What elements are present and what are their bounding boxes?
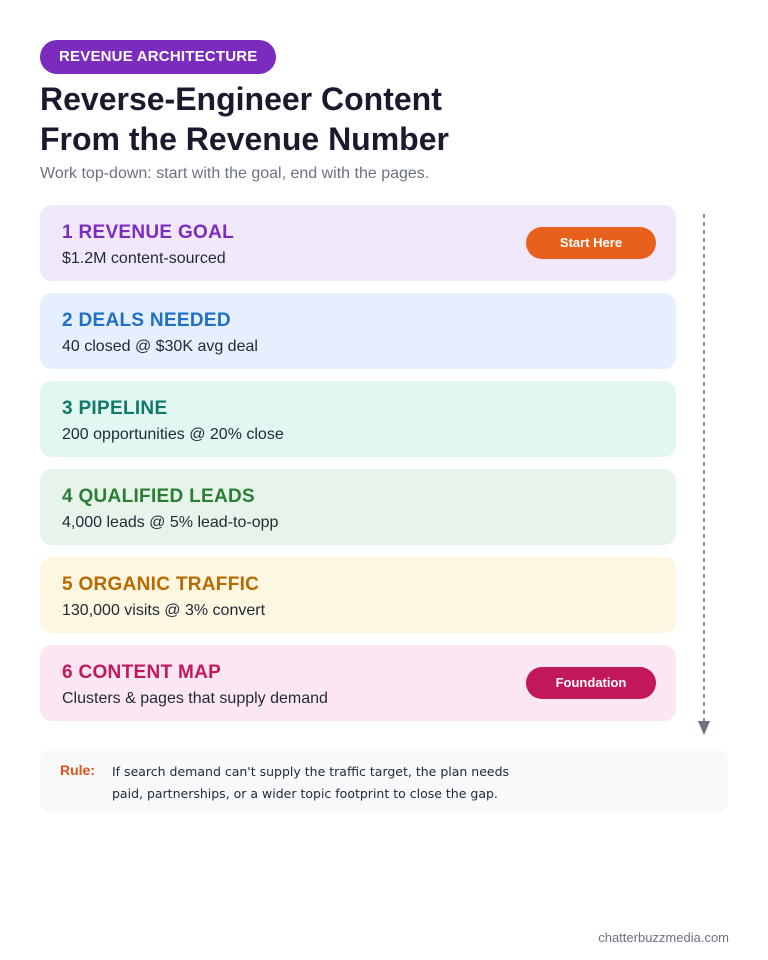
step-card-revenue-goal — [40, 205, 676, 281]
rule-label: Rule: — [60, 762, 95, 778]
step-description: 40 closed @ $30K avg deal — [62, 338, 258, 355]
rule-text-line-1: If search demand can't supply the traffic target, the plan needs — [112, 764, 510, 779]
step-title: 2 DEALS NEEDED — [62, 310, 231, 331]
step-title: 1 REVENUE GOAL — [62, 222, 235, 243]
page-subtitle: Work top-down: start with the goal, end with the pages. — [40, 165, 430, 182]
down-arrow-icon — [696, 214, 712, 738]
section-badge: REVENUE ARCHITECTURE — [40, 40, 276, 74]
step-card-content-map — [40, 645, 676, 721]
foundation-badge: Foundation — [526, 667, 656, 699]
step-title: 3 PIPELINE — [62, 398, 168, 419]
step-title: 6 CONTENT MAP — [62, 662, 222, 683]
page-title-line-1: Reverse-Engineer Content — [40, 81, 442, 117]
step-title: 5 ORGANIC TRAFFIC — [62, 574, 260, 595]
page-title-line-2: From the Revenue Number — [40, 121, 449, 157]
step-description: Clusters & pages that supply demand — [62, 690, 328, 707]
step-description: 200 opportunities @ 20% close — [62, 426, 284, 443]
page-title — [40, 79, 600, 159]
start-here-badge: Start Here — [526, 227, 656, 259]
step-card-organic-traffic — [40, 557, 676, 633]
step-description: 130,000 visits @ 3% convert — [62, 602, 266, 619]
step-description: 4,000 leads @ 5% lead-to-opp — [62, 514, 279, 531]
step-description: $1.2M content-sourced — [62, 250, 226, 267]
footer-domain: chatterbuzzmedia.com — [598, 930, 729, 945]
step-card-qualified-leads — [40, 469, 676, 545]
rule-text-line-2: paid, partnerships, or a wider topic footprint to close the gap. — [112, 786, 498, 801]
rule-text — [112, 761, 552, 805]
step-card-deals-needed — [40, 293, 676, 369]
rule-callout — [40, 749, 728, 813]
step-card-pipeline — [40, 381, 676, 457]
step-title: 4 QUALIFIED LEADS — [62, 486, 256, 507]
